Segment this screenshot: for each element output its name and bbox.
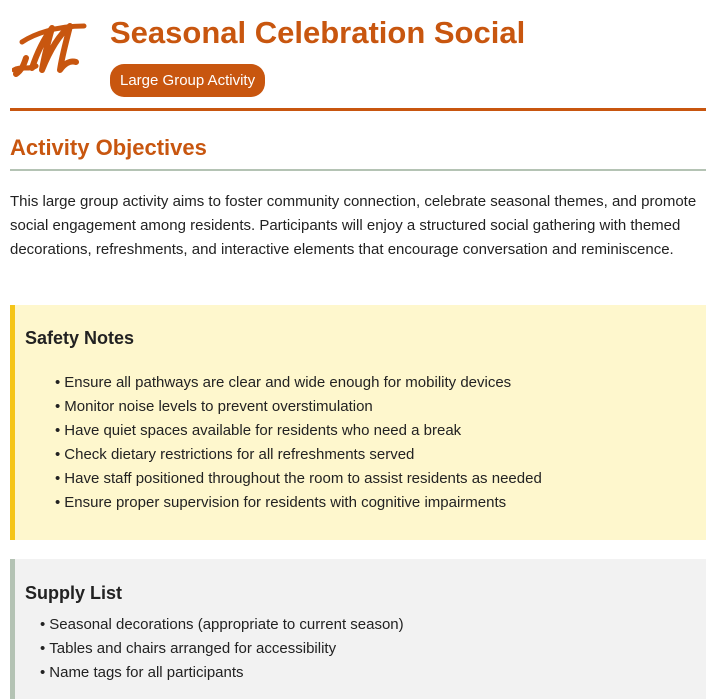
safety-notes-box	[10, 305, 706, 540]
safety-notes-title: Safety Notes	[25, 328, 135, 348]
supply-list	[40, 613, 404, 685]
page-title: Seasonal Celebration Social	[110, 15, 526, 50]
supply-item-text: Name tags for all participants	[49, 664, 244, 681]
list-item	[40, 637, 404, 661]
objectives-heading: Activity Objectives	[10, 135, 706, 171]
bullet-icon: •	[55, 374, 61, 391]
script-m-logo	[12, 20, 90, 78]
list-item	[55, 371, 542, 395]
bullet-icon: •	[55, 446, 61, 463]
list-item	[40, 661, 404, 685]
supply-list-box	[10, 559, 706, 699]
activity-type-badge: Large Group Activity	[110, 64, 265, 97]
bullet-icon: •	[40, 616, 46, 633]
safety-item-text: Have staff positioned throughout the room to assist residents as needed	[64, 470, 542, 487]
list-item	[55, 491, 542, 515]
list-item	[55, 419, 542, 443]
bullet-icon: •	[55, 398, 61, 415]
bullet-icon: •	[55, 470, 61, 487]
list-item	[55, 443, 542, 467]
bullet-icon: •	[55, 494, 61, 511]
safety-item-text: Check dietary restrictions for all refreshments served	[64, 446, 415, 463]
page	[10, 0, 706, 681]
safety-item-text: Ensure proper supervision for residents with cognitive impairments	[64, 494, 507, 511]
safety-item-text: Have quiet spaces available for residents who need a break	[64, 422, 462, 439]
bullet-icon: •	[40, 640, 46, 657]
bullet-icon: •	[55, 422, 61, 439]
list-item	[40, 613, 404, 637]
safety-notes-list	[55, 371, 542, 515]
safety-item-text: Ensure all pathways are clear and wide enough for mobility devices	[64, 374, 512, 391]
safety-item-text: Monitor noise levels to prevent overstimulation	[64, 398, 373, 415]
header	[10, 0, 706, 111]
list-item	[55, 395, 542, 419]
supply-list-title: Supply List	[25, 583, 123, 603]
supply-item-text: Seasonal decorations (appropriate to current season)	[49, 616, 404, 633]
objectives-text: This large group activity aims to foster community connection, celebrate seasonal themes, and promote social engagement among residents. Participants will enjoy a structured social gathering with themed decorations, refreshments, and interactive elements that encourage conversation and reminiscence.	[10, 193, 697, 258]
list-item	[55, 467, 542, 491]
supply-item-text: Tables and chairs arranged for accessibility	[49, 640, 337, 657]
bullet-icon: •	[40, 664, 46, 681]
